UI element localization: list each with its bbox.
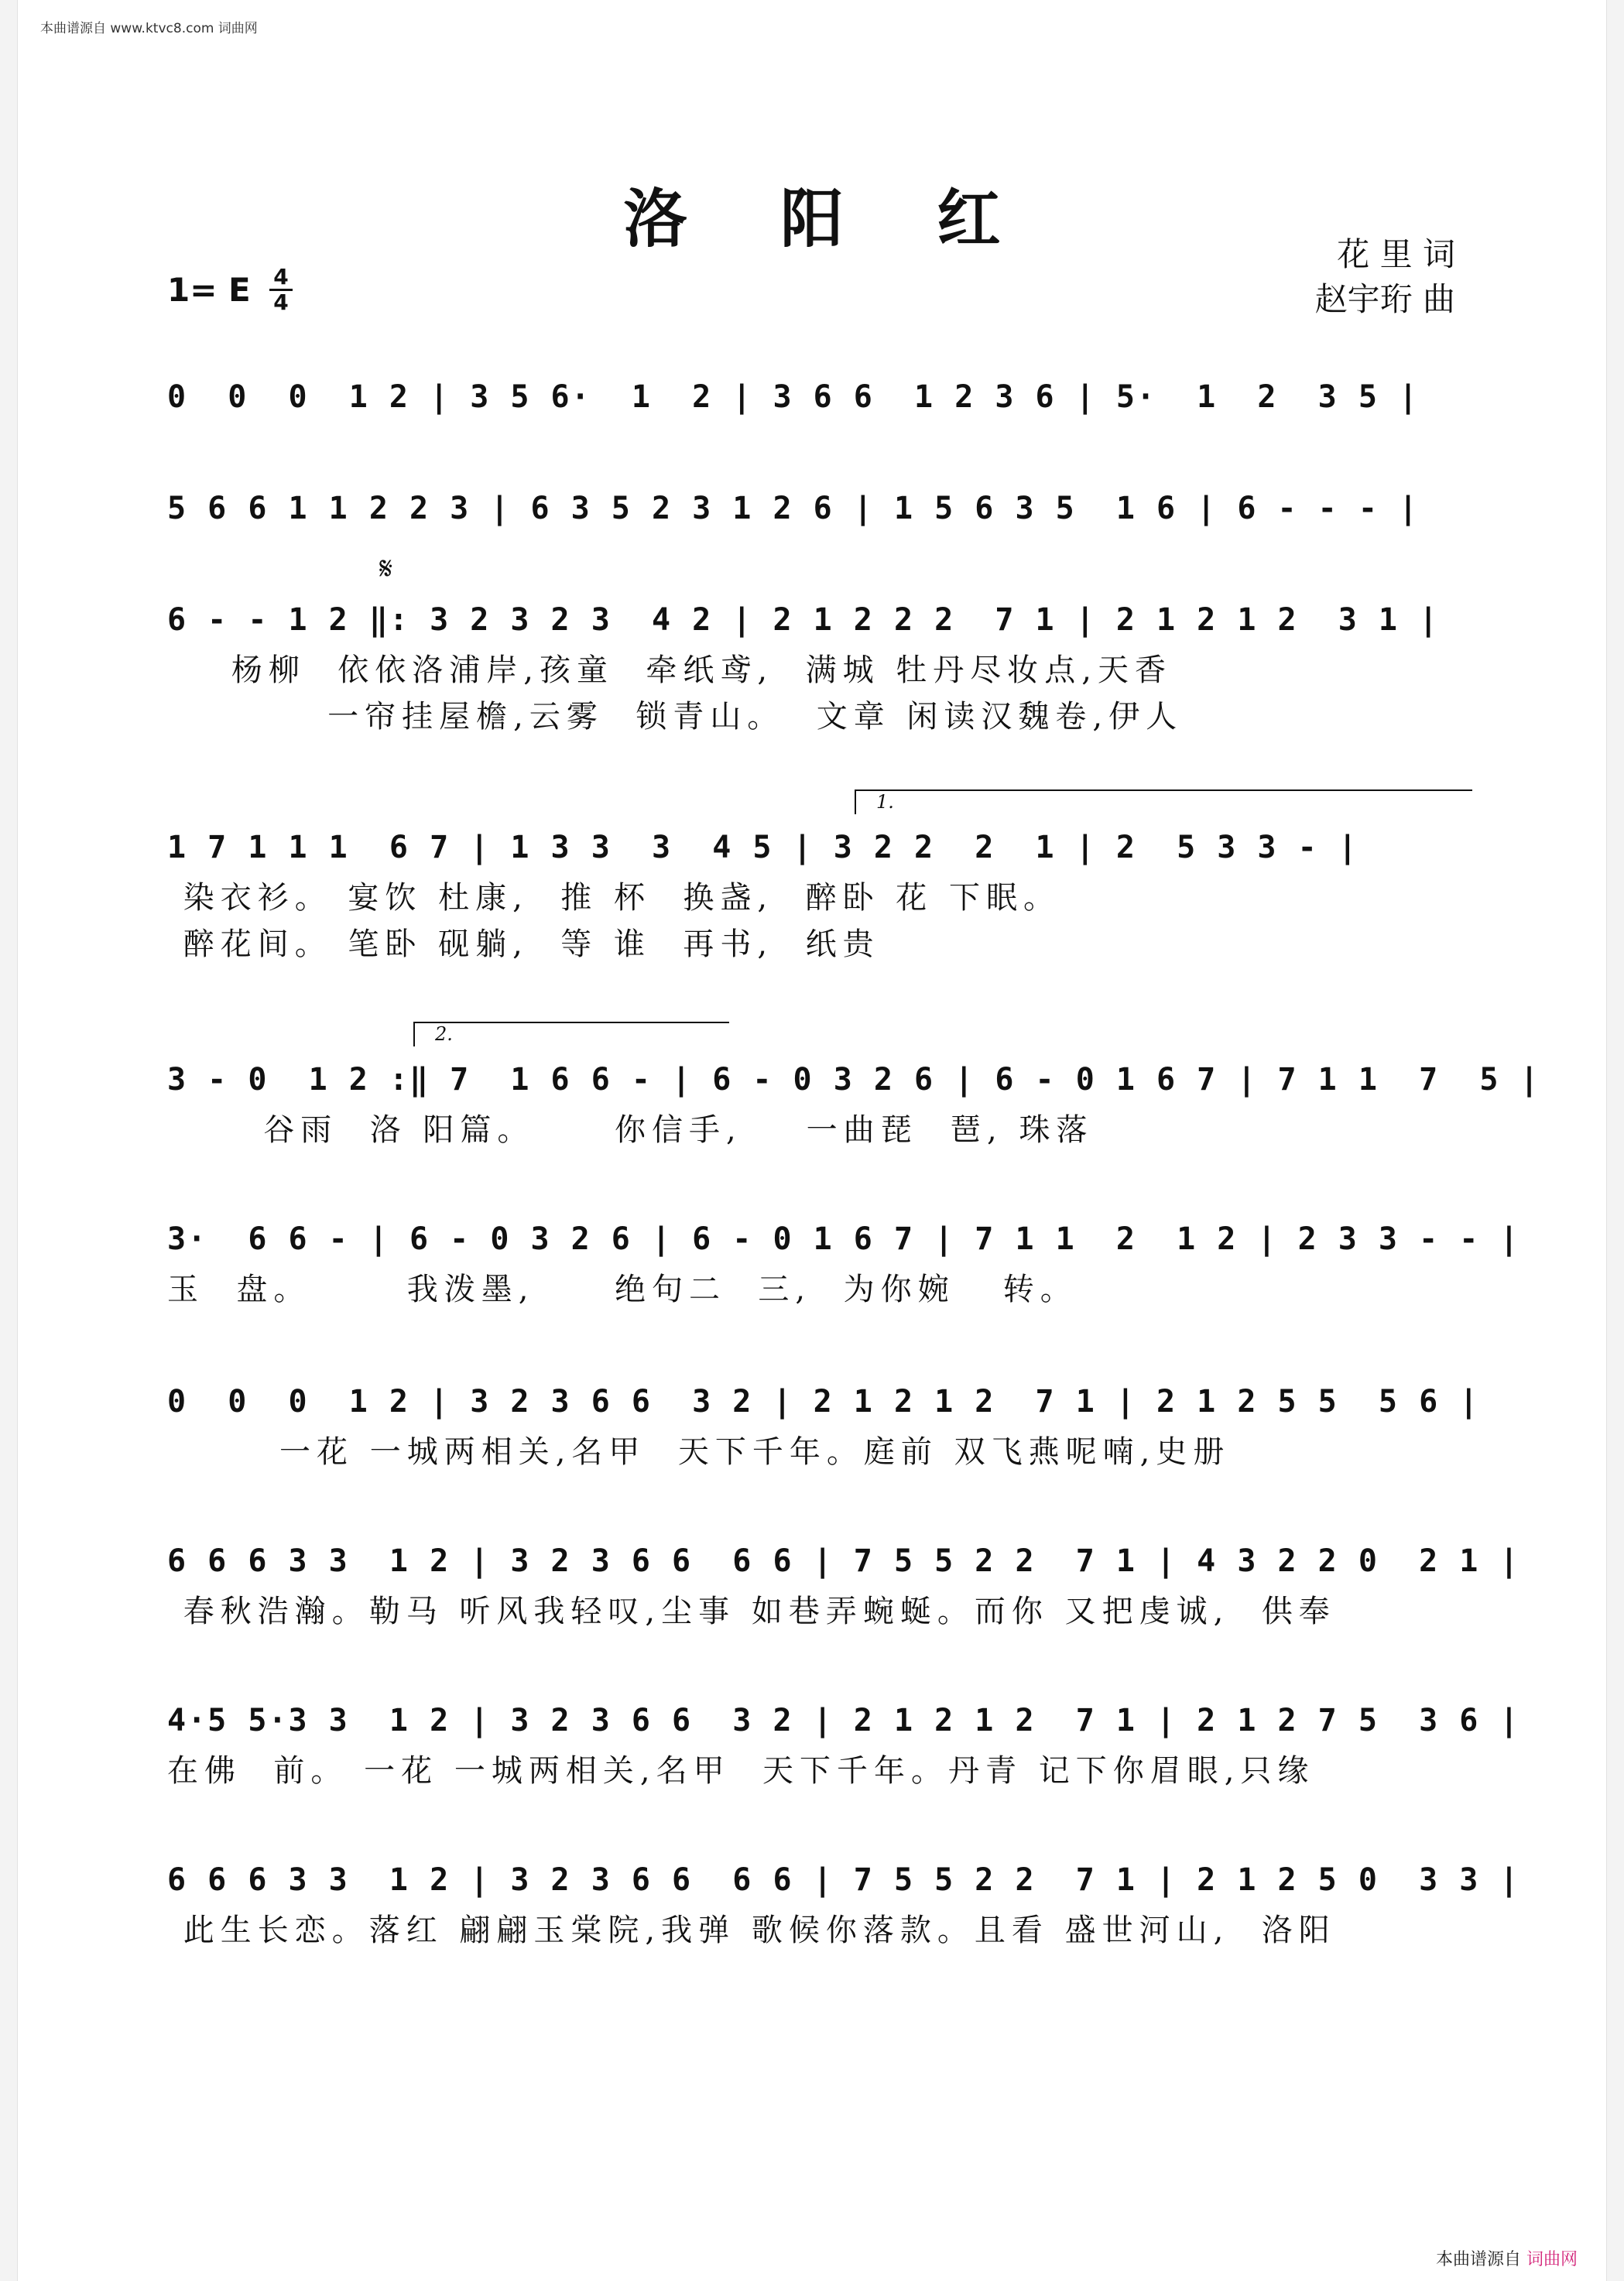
notes-line: 0 0 0 1 2 | 3 2 3 6 6 3 2 | 2 1 2 1 2 7 1 | 2 1 2 5 5 5 6 |: [167, 1384, 1480, 1420]
lyrics-verse-2: 醉花间。 笔卧 砚躺, 等 谁 再书, 纸贵: [167, 926, 880, 962]
notes-line: 6 - - 1 2 ‖: 3 2 3 2 3 4 2 | 2 1 2 2 2 7 1 | 2 1 2 1 2 3 1 |: [167, 602, 1440, 638]
notes-line: 3 - 0 1 2 :‖ 7 1 6 6 - | 6 - 0 3 2 6 | 6 - 0 1 6 7 | 7 1 1 7 5 |: [167, 1062, 1540, 1098]
source-note: 本曲谱源自 www.ktvc8.com 词曲网: [40, 21, 258, 36]
segno-icon: 𝄋: [379, 551, 393, 587]
score-system-8: [167, 1534, 1520, 1635]
score-system-3: [167, 593, 1457, 740]
song-title: 洛 阳 红: [623, 182, 1036, 256]
notes-line: 0 0 0 1 2 | 3 5 6· 1 2 | 3 6 6 1 2 3 6 | 5· 1 2 3 5 |: [167, 379, 1420, 415]
score-system-4: [167, 820, 1457, 968]
notes-line: 4·5 5·3 3 1 2 | 3 2 3 6 6 3 2 | 2 1 2 1 2 7 1 | 2 1 2 7 5 3 6 |: [167, 1703, 1520, 1738]
lyrics-verse-1: 在佛 前。 一花 一城两相关,名甲 天下千年。丹青 记下你眉眼,只缘: [167, 1753, 1315, 1789]
lyrics-verse-2: 一帘挂屋檐,云雾 锁青山。 文章 闲读汉魏卷,伊人: [167, 699, 1184, 735]
meter-bottom: 4: [273, 289, 289, 315]
notes-line: 5 6 6 1 1 2 2 3 | 6 3 5 2 3 1 2 6 | 1 5 6 3 5 1 6 | 6 - - - |: [167, 491, 1420, 526]
footer-prefix: 本曲谱源自: [1435, 2250, 1521, 2269]
lyrics-verse-1: 染衣衫。 宴饮 杜康, 推 杯 换盏, 醉卧 花 下眠。: [167, 880, 1061, 916]
volta-2: 2.: [413, 1022, 729, 1046]
lyrics-verse-1: 杨柳 依依洛浦岸,孩童 牵纸鸢, 满城 牡丹尽妆点,天香: [167, 652, 1173, 688]
lyrics-verse-1: 此生长恋。落红 翩翩玉棠院,我弹 歌候你落款。且看 盛世河山, 洛阳: [167, 1913, 1336, 1948]
right-margin-strip: [1606, 0, 1624, 2281]
score-system-7: [167, 1375, 1480, 1475]
lyrics-verse-1: 谷雨 洛 阳篇。 你信手, 一曲琵 琶, 珠落: [167, 1112, 1094, 1148]
meter-top: 4: [273, 264, 289, 289]
notes-line: 6 6 6 3 3 1 2 | 3 2 3 6 6 6 6 | 7 5 5 2 2 7 1 | 4 3 2 2 0 2 1 |: [167, 1543, 1520, 1579]
key-signature: 1= E: [167, 271, 251, 309]
score-system-5: [167, 1053, 1540, 1153]
volta-1: 1.: [855, 789, 1472, 814]
score-system-10: [167, 1853, 1520, 1954]
score-system-6: [167, 1212, 1520, 1313]
footer-source-logo: [1436, 2246, 1578, 2270]
time-signature: [269, 265, 293, 314]
composer: 赵宇珩 曲: [1314, 280, 1455, 318]
credits: [1315, 232, 1455, 322]
notes-line: 1 7 1 1 1 6 7 | 1 3 3 3 4 5 | 3 2 2 2 1 | 2 5 3 3 - |: [167, 830, 1358, 865]
notes-line: 6 6 6 3 3 1 2 | 3 2 3 6 6 6 6 | 7 5 5 2 2 7 1 | 2 1 2 5 0 3 3 |: [167, 1862, 1520, 1898]
lyrics-verse-1: 春秋浩瀚。勒马 听风我轻叹,尘事 如巷弄蜿蜒。而你 又把虔诚, 供奉: [167, 1594, 1336, 1629]
left-margin-strip: [0, 0, 18, 2281]
footer-site-name: 词曲网: [1526, 2250, 1578, 2269]
lyricist: 花 里 词: [1337, 235, 1455, 273]
lyrics-verse-1: 玉 盘。 我泼墨, 绝句二 三, 为你婉 转。: [167, 1272, 1078, 1307]
lyrics-verse-1: 一花 一城两相关,名甲 天下千年。庭前 双飞燕呢喃,史册: [167, 1434, 1231, 1470]
notes-line: 3· 6 6 - | 6 - 0 3 2 6 | 6 - 0 1 6 7 | 7 1 1 2 1 2 | 2 3 3 - - |: [167, 1221, 1520, 1257]
score-system-1: [167, 370, 1457, 424]
score-system-9: [167, 1694, 1520, 1794]
score-system-2: [167, 481, 1457, 536]
